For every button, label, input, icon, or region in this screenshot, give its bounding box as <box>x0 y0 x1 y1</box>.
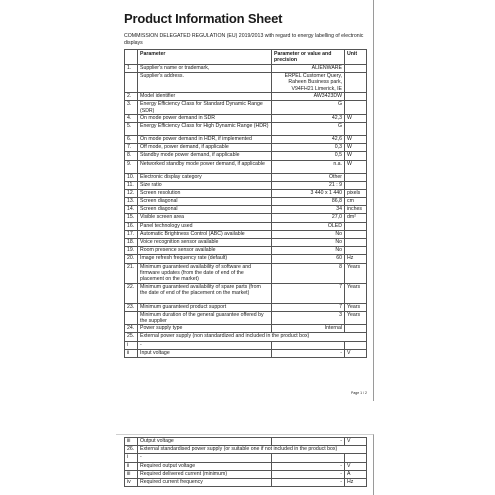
row-parameter: Voice recognition sensor available <box>138 239 272 247</box>
section-text: External power supply (non standardized and included in the product box) <box>138 333 367 341</box>
table-row <box>125 65 367 73</box>
row-number: 2. <box>125 93 138 101</box>
table-row <box>125 181 367 189</box>
row-value: - <box>272 438 345 446</box>
table-row <box>125 152 367 160</box>
row-parameter: Energy Efficiency Class for Standard Dynamic Range (SDR) <box>138 101 272 114</box>
row-unit <box>345 73 367 93</box>
row-unit: W <box>345 144 367 152</box>
row-unit: pixels <box>345 189 367 197</box>
table-row <box>125 478 367 486</box>
regulation-subtitle: COMMISSION DELEGATED REGULATION (EU) 2019/2013 with regard to energy labelling of electronic displays <box>124 33 364 46</box>
row-number: 12. <box>125 189 138 197</box>
row-parameter: Minimum guaranteed product support <box>138 303 272 311</box>
row-unit: V <box>345 349 367 357</box>
table-row <box>125 214 367 222</box>
row-unit <box>345 93 367 101</box>
row-parameter: - <box>138 341 272 349</box>
row-unit: V <box>345 438 367 446</box>
table-row-section <box>125 333 367 341</box>
row-number: 15. <box>125 214 138 222</box>
row-parameter: Required output voltage <box>138 462 272 470</box>
table-row <box>125 206 367 214</box>
row-value <box>272 341 345 349</box>
page-gap <box>0 401 495 434</box>
row-parameter: Input voltage <box>138 349 272 357</box>
table-row <box>125 255 367 263</box>
row-number: 20. <box>125 255 138 263</box>
row-number: 25. <box>125 333 138 341</box>
row-parameter: Electronic display category <box>138 173 272 181</box>
table-row <box>125 122 367 135</box>
row-parameter: Supplier's address. <box>138 73 272 93</box>
row-number: 13. <box>125 198 138 206</box>
row-number: ii <box>125 462 138 470</box>
row-number: 26. <box>125 446 138 454</box>
row-parameter: Networked standby mode power demand, if applicable <box>138 160 272 173</box>
row-unit: W <box>345 160 367 173</box>
row-parameter: Minimum guaranteed availability of software and firmware updates (from the date of end of the placement on the market) <box>138 263 272 283</box>
row-unit <box>345 247 367 255</box>
row-number <box>125 73 138 93</box>
row-unit: Years <box>345 263 367 283</box>
section-text: External standardised power supply (or suitable one if not included in the product box) <box>138 446 367 454</box>
row-unit: V <box>345 462 367 470</box>
row-unit: W <box>345 135 367 143</box>
row-parameter: Automatic Brightness Control (ABC) available <box>138 230 272 238</box>
row-parameter: Output voltage <box>138 438 272 446</box>
row-parameter: Panel technology used <box>138 222 272 230</box>
row-unit: W <box>345 114 367 122</box>
table-row <box>125 470 367 478</box>
row-unit <box>345 230 367 238</box>
row-number: iii <box>125 470 138 478</box>
row-number: 16. <box>125 222 138 230</box>
row-value: 0,3 <box>272 144 345 152</box>
row-parameter: Power supply type <box>138 325 272 333</box>
row-unit <box>345 122 367 135</box>
row-number: i <box>125 454 138 462</box>
row-number: 11. <box>125 181 138 189</box>
table-row <box>125 230 367 238</box>
row-parameter: Off mode, power demand, if applicable <box>138 144 272 152</box>
row-parameter: On mode power demand in HDR, if implemented <box>138 135 272 143</box>
row-number: 18. <box>125 239 138 247</box>
row-parameter: Required delivered current (minimum) <box>138 470 272 478</box>
row-unit: W <box>345 152 367 160</box>
row-unit <box>345 325 367 333</box>
table-row <box>125 239 367 247</box>
row-number: 23. <box>125 303 138 311</box>
row-number: 8. <box>125 152 138 160</box>
power-supply-table <box>124 437 367 487</box>
row-value: 3 <box>272 311 345 324</box>
row-value: 21 : 9 <box>272 181 345 189</box>
product-info-table <box>124 49 367 358</box>
header-value: Parameter or value and precision <box>272 50 345 65</box>
row-number: 24. <box>125 325 138 333</box>
row-value: - <box>272 478 345 486</box>
row-parameter: Screen diagonal <box>138 206 272 214</box>
row-value: OLED <box>272 222 345 230</box>
table-row <box>125 438 367 446</box>
row-number: 10. <box>125 173 138 181</box>
row-unit: A <box>345 470 367 478</box>
row-unit: Years <box>345 303 367 311</box>
row-number: 17. <box>125 230 138 238</box>
row-unit: cm <box>345 198 367 206</box>
row-value: G <box>272 122 345 135</box>
row-value: 34 <box>272 206 345 214</box>
row-parameter: Model identifier <box>138 93 272 101</box>
table-row <box>125 160 367 173</box>
table-row <box>125 462 367 470</box>
table-header-row <box>125 50 367 65</box>
row-unit <box>345 222 367 230</box>
row-number: 14. <box>125 206 138 214</box>
row-parameter: Screen diagonal <box>138 198 272 206</box>
row-unit: dm² <box>345 214 367 222</box>
table-row <box>125 247 367 255</box>
table-row <box>125 341 367 349</box>
row-number: i <box>125 341 138 349</box>
row-value: Other <box>272 173 345 181</box>
row-unit: Hz <box>345 255 367 263</box>
row-value: ALIENWARE <box>272 65 345 73</box>
row-number: 3. <box>125 101 138 114</box>
row-number: iii <box>125 438 138 446</box>
row-parameter: Required current frequency <box>138 478 272 486</box>
row-parameter: - <box>138 454 272 462</box>
page-title: Product Information Sheet <box>124 11 283 26</box>
row-value: 7 <box>272 283 345 303</box>
row-parameter: Visible screen area <box>138 214 272 222</box>
row-value: - <box>272 349 345 357</box>
row-number: 6. <box>125 135 138 143</box>
row-unit: Years <box>345 283 367 303</box>
header-parameter: Parameter <box>138 50 272 65</box>
row-parameter: Screen resolution <box>138 189 272 197</box>
row-number <box>125 311 138 324</box>
row-value: AW3423DW <box>272 93 345 101</box>
page-1 <box>116 0 374 401</box>
table-row <box>125 283 367 303</box>
row-value: - <box>272 462 345 470</box>
row-value: 42,6 <box>272 135 345 143</box>
table-row <box>125 101 367 114</box>
row-unit <box>345 173 367 181</box>
page-number: Page 1 / 2 <box>351 391 367 395</box>
row-value: 7 <box>272 303 345 311</box>
row-unit <box>345 239 367 247</box>
table-row <box>125 325 367 333</box>
table-row <box>125 114 367 122</box>
row-unit <box>345 454 367 462</box>
header-unit: Unit <box>345 50 367 65</box>
row-value: Internal <box>272 325 345 333</box>
row-unit: Hz <box>345 478 367 486</box>
row-parameter: Standby mode power demand, if applicable <box>138 152 272 160</box>
table-row <box>125 93 367 101</box>
row-number: 1. <box>125 65 138 73</box>
table-row <box>125 311 367 324</box>
table-row <box>125 222 367 230</box>
row-parameter: On mode power demand in SDR <box>138 114 272 122</box>
row-unit: inches <box>345 206 367 214</box>
row-parameter: Image refresh frequency rate (default) <box>138 255 272 263</box>
table-row <box>125 198 367 206</box>
page-2 <box>116 434 374 495</box>
row-unit <box>345 341 367 349</box>
row-parameter: Minimum duration of the general guarantee offered by the supplier <box>138 311 272 324</box>
row-number: 4. <box>125 114 138 122</box>
row-value: 60 <box>272 255 345 263</box>
table-row <box>125 173 367 181</box>
row-unit <box>345 181 367 189</box>
table-row <box>125 303 367 311</box>
row-value: 8 <box>272 263 345 283</box>
table-row <box>125 263 367 283</box>
row-unit <box>345 101 367 114</box>
row-value: ERPEL Customer Query, Raheen Business park, V94FH21 Limerick, IE <box>272 73 345 93</box>
table-row <box>125 144 367 152</box>
row-value: - <box>272 470 345 478</box>
row-value: 42,3 <box>272 114 345 122</box>
row-number: ii <box>125 349 138 357</box>
table-row <box>125 73 367 93</box>
row-parameter: Energy Efficiency Class for High Dynamic Range (HDR) <box>138 122 272 135</box>
header-number <box>125 50 138 65</box>
table-row <box>125 349 367 357</box>
row-value <box>272 454 345 462</box>
row-number: 9. <box>125 160 138 173</box>
row-value: No <box>272 230 345 238</box>
row-value: 86,8 <box>272 198 345 206</box>
row-parameter: Room presence sensor available <box>138 247 272 255</box>
row-value: 3 440 x 1 440 <box>272 189 345 197</box>
row-value: n.a. <box>272 160 345 173</box>
row-unit <box>345 65 367 73</box>
row-value: 27,0 <box>272 214 345 222</box>
row-unit: Years <box>345 311 367 324</box>
row-number: 19. <box>125 247 138 255</box>
row-number: iv <box>125 478 138 486</box>
row-number: 5. <box>125 122 138 135</box>
row-parameter: Supplier's name or trademark, <box>138 65 272 73</box>
table-row-section <box>125 446 367 454</box>
row-value: 0,5 <box>272 152 345 160</box>
row-value: No <box>272 247 345 255</box>
row-number: 22. <box>125 283 138 303</box>
row-number: 21. <box>125 263 138 283</box>
row-parameter: Minimum guaranteed availability of spare parts (from the date of end of the placement on the market) <box>138 283 272 303</box>
row-value: G <box>272 101 345 114</box>
table-row <box>125 189 367 197</box>
table-row <box>125 454 367 462</box>
row-number: 7. <box>125 144 138 152</box>
row-value: No <box>272 239 345 247</box>
table-row <box>125 135 367 143</box>
row-parameter: Size ratio <box>138 181 272 189</box>
